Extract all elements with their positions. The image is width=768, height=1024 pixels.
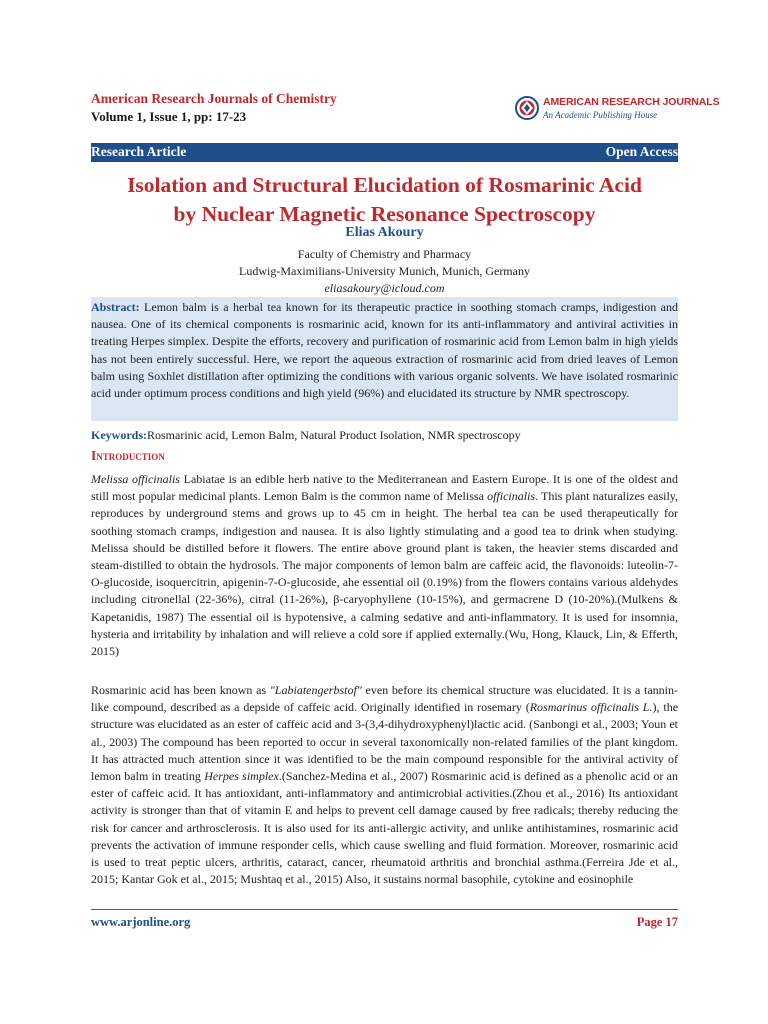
text-span: even before its chemical structure was elucidated. It is a tannin-like compound, described as a depside of caffeic acid. Originally identified in rosemary ( <box>91 683 678 715</box>
text-span: .(Sanchez-Medina et al., 2007) Rosmarinic acid is defined as a phenolic acid or an ester of caffeic acid. It has antioxidant, anti-inflammatory and antimicrobial activities.(Zhou et al., 2016) Its antioxidant activity is stronger than that of vitamin E and helps to prevent cell damage caused by free radicals; thereby reducing the risk for cancer and arthrosclerosis. It is also used for its anti-allergic activity, and unlike antihistamines, rosmarinic acid prevents the activation of immune responder cells, which cause swelling and fluid formation. Moreover, rosmarinic acid is used to treat peptic ulcers, arthritis, cataract, cancer, rheumatoid arthritis and bronchial asthma.(Ferreira Jde et al., 2015; Kantar Gok et al., 2015; Mushtaq et al., 2015) Also, it sustains normal basophile, cytokine and eosinophile <box>91 769 678 887</box>
article-title <box>91 171 678 229</box>
footer-url-link[interactable]: www.arjonline.org <box>91 915 191 929</box>
affiliation-university: Ludwig-Maximilians-University Munich, Munich, Germany <box>239 264 530 278</box>
abstract-box <box>91 297 678 421</box>
logo-tagline: An Academic Publishing House <box>543 110 658 120</box>
page-number: Page 17 <box>636 915 678 929</box>
keywords-list: Rosmarinic acid, Lemon Balm, Natural Product Isolation, NMR spectroscopy <box>147 428 521 442</box>
volume-info: Volume 1, Issue 1, pp: 17-23 <box>91 109 247 124</box>
intro-paragraph-1 <box>91 471 678 660</box>
article-title-line1: Isolation and Structural Elucidation of Rosmarinic Acid <box>127 173 642 197</box>
keywords-label: Keywords: <box>91 428 147 442</box>
italic-span: Melissa officinalis <box>91 472 180 486</box>
text-span: ), the structure was elucidated as an ester of caffeic acid and 3-(3,4-dihydroxyphenyl)lactic acid. (Sanbongi et al., 2003; Youn et al., 2003) The compound has been reported to occur in several taxonomically non-related families of the plant kingdom. It has attracted much attention since it was identified to be the main compound responsible for the antiviral activity of lemon balm in treating <box>91 700 679 784</box>
author-name: Elias Akoury <box>345 225 424 240</box>
footer-divider <box>91 909 678 910</box>
abstract-body: Lemon balm is a herbal tea known for its therapeutic practice in soothing stomach cramps, indigestion and nausea. One of its chemical components is rosmarinic acid, known for its anti-inflammatory and antiviral activities in treating Herpes simplex. Despite the efforts, recovery and purification of rosmarinic acid from Lemon balm in high yields has not been entirely successful. Here, we report the aqueous extraction of rosmarinic acid from dried leaves of Lemon balm using Soxhlet distillation after optimizing the conditions with various organic solvents. We have isolated rosmarinic acid under optimum process conditions and high yield (96%) and elucidated its structure by NMR spectroscopy. <box>91 300 678 401</box>
affiliation-faculty: Faculty of Chemistry and Pharmacy <box>297 247 472 261</box>
abstract-label: Abstract: <box>91 300 140 314</box>
italic-span: Herpes simplex <box>204 769 279 784</box>
journal-title: American Research Journals of Chemistry <box>91 91 337 106</box>
author-email[interactable]: eliasakoury@icloud.com <box>324 281 445 295</box>
text-span: Rosmarinic acid has been known as <box>91 683 270 697</box>
section-heading-introduction: Introduction <box>91 448 165 463</box>
keywords <box>91 428 678 443</box>
access-type: Open Access <box>605 144 678 159</box>
italic-span: officinalis <box>487 489 536 504</box>
italic-span: Rosmarinus officinalis L. <box>529 700 653 715</box>
article-type-bar <box>91 143 678 162</box>
abstract-text <box>91 297 678 402</box>
italic-span: "Labiatengerbstof" <box>269 683 362 697</box>
article-type: Research Article <box>91 144 187 159</box>
logo-name: AMERICAN RESEARCH JOURNALS <box>543 96 720 108</box>
article-title-line2: by Nuclear Magnetic Resonance Spectroscopy <box>173 202 596 226</box>
text-span: . This plant naturalizes easily, reproduces by underground stems and grows up to 45 cm in height. The herbal tea can be used therapeutically for soothing stomach cramps, indigestion and nausea. It is also lightly stimulating and a good tea to drink when studying. Melissa should be distilled before it flowers. The entire above ground plant is taken, the heavier stems discarded and steam-distilled to obtain the hydrosols. The major components of lemon balm are caffeic acid, the flavonoids: luteolin-7-O-glucoside, isoquercitrin, apigenin-7-O-glucoside, ahe essential oil (0.19%) from the flowers contains various aldehydes including citronellal (22-36%), citral (11-26%), β-caryophyllene (10-15%), and germacrene D (10-20%).(Mulkens & Kapetanidis, 1987) The essential oil is hypotensive, a calming sedative and anti-inflammatory. It is used for insomnia, hysteria and irritability by inhalation and will relieve a cold sore if applied externally.(Wu, Hong, Klauck, Lin, & Efferth, 2015) <box>91 489 679 659</box>
intro-paragraph-2 <box>91 682 678 888</box>
text-span: Labiatae is an edible herb native to the Mediterranean and Eastern Europe. It is one of the oldest and still most popular medicinal plants. Lemon Balm is the common name of Melissa <box>91 472 678 504</box>
